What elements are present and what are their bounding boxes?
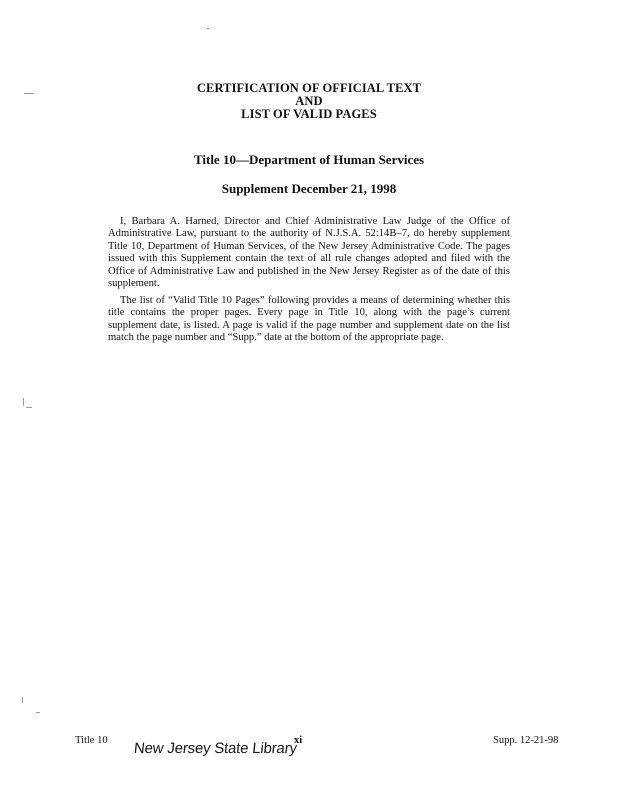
certification-heading-line-2: AND [295,94,323,108]
supplement-date-heading: Supplement December 21, 1998 [221,181,397,196]
scan-speck [24,93,34,94]
scan-speck [207,28,209,29]
scan-speck [36,712,40,713]
footer-supplement-date: Supp. 12-21-98 [493,735,559,746]
library-stamp: New Jersey State Library [133,740,298,757]
footer-page-number: xi [294,735,303,746]
scan-speck [22,697,23,703]
scan-speck [26,407,32,408]
valid-pages-paragraph: The list of “Valid Title 10 Pages” following provides a means of determining whether this title contains the proper pages. Every page in Title 10, along with the page’s current supplement date, is listed. A page is valid if the page number and supplement date on the list match the page number and “Supp.” date at the bottom of the appropriate page. [108,295,510,344]
certification-heading-line-3: LIST OF VALID PAGES [241,107,377,121]
certification-paragraph: I, Barbara A. Harned, Director and Chief Administrative Law Judge of the Office of Administrative Law, pursuant to the authority of N.J.S.A. 52:14B–7, do hereby supplement Title 10, Department of Human Services, of the New Jersey Administrative Code. The pages issued with this Supplement contain the text of all rule changes adopted and filed with the Office of Administrative Law and published in the New Jersey Register as of the date of this supplement. [108,216,510,290]
title-heading: Title 10—Department of Human Services [193,152,425,167]
certification-heading-line-1: CERTIFICATION OF OFFICIAL TEXT [196,81,422,95]
scan-speck [23,398,24,406]
footer-title: Title 10 [75,735,108,746]
